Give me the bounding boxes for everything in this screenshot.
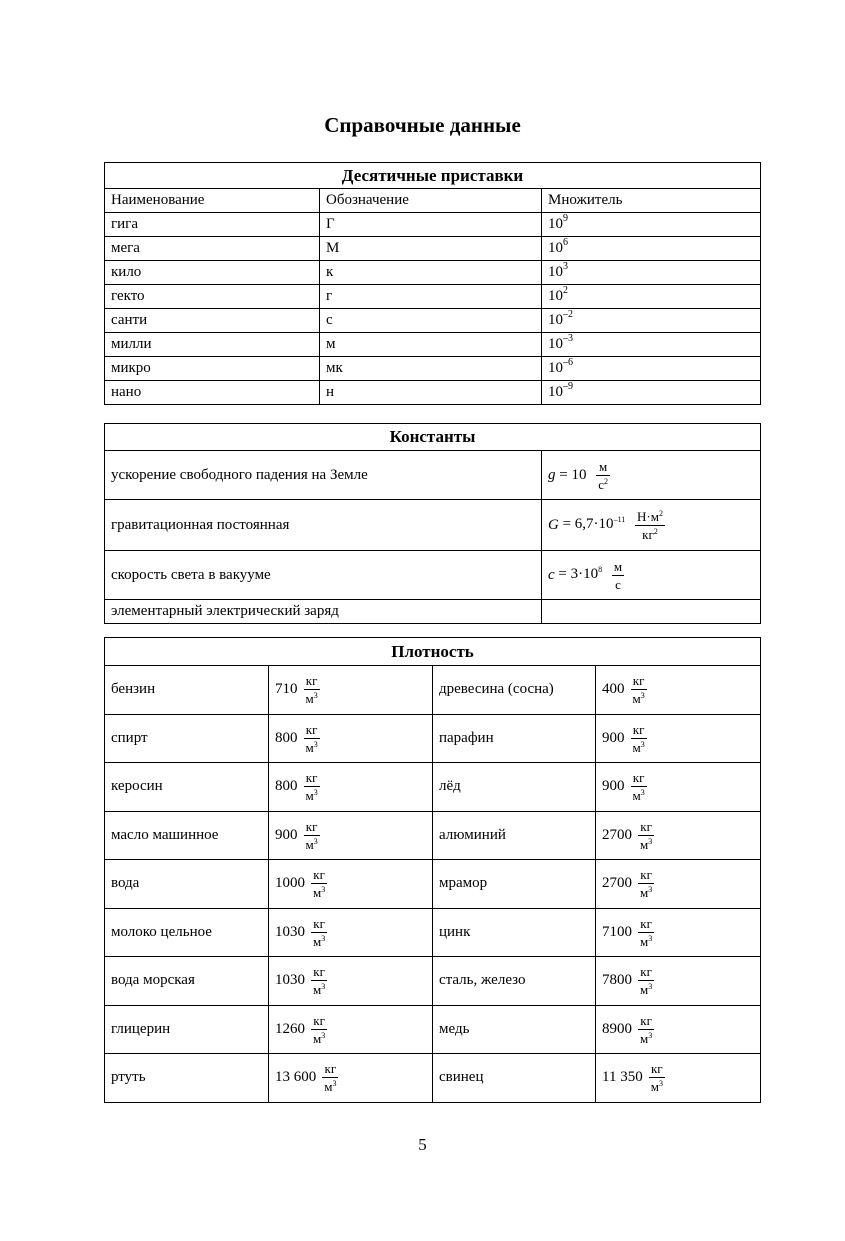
unit-denominator	[638, 981, 654, 996]
table-row	[105, 237, 761, 261]
density-number: 400	[602, 681, 625, 698]
unit-denominator	[638, 884, 654, 899]
multiplier-exponent: –2	[563, 309, 573, 320]
multiplier-base: 10	[548, 336, 563, 352]
prefix-multiplier	[542, 285, 761, 309]
unit-denominator-exp: 3	[321, 982, 326, 992]
unit-numerator: кг	[304, 820, 320, 836]
density-title: Плотность	[105, 638, 761, 666]
unit-numerator: кг	[304, 674, 320, 690]
unit-denominator-base: м	[632, 739, 641, 755]
multiplier-exponent: –6	[563, 357, 573, 368]
prefix-symbol: н	[320, 381, 542, 405]
multiplier-exponent: 9	[563, 213, 568, 224]
prefix-multiplier	[542, 357, 761, 381]
density-number: 13 600	[275, 1069, 317, 1086]
table-row	[105, 213, 761, 237]
density-number: 7100	[602, 923, 632, 940]
unit-numerator: кг	[649, 1062, 665, 1078]
unit-fraction	[304, 820, 320, 851]
unit-denominator-exp: 3	[640, 691, 645, 701]
table-row	[105, 261, 761, 285]
prefix-multiplier	[542, 309, 761, 333]
substance-name: керосин	[105, 763, 269, 812]
prefix-symbol: мк	[320, 357, 542, 381]
unit-denominator	[304, 836, 320, 851]
prefix-multiplier	[542, 261, 761, 285]
table-row	[105, 333, 761, 357]
unit-numerator: кг	[311, 1014, 327, 1030]
prefix-multiplier	[542, 237, 761, 261]
density-value	[596, 908, 761, 957]
unit-numerator: кг	[304, 723, 320, 739]
unit-numerator: кг	[638, 1014, 654, 1030]
density-number: 7800	[602, 972, 632, 989]
unit-numerator: кг	[311, 868, 327, 884]
multiplier-base: 10	[548, 264, 563, 280]
prefixes-title: Десятичные приставки	[105, 163, 761, 189]
unit-denominator-exp: 3	[321, 933, 326, 943]
constant-value	[542, 451, 761, 500]
substance-name: глицерин	[105, 1005, 269, 1054]
unit-numerator	[635, 510, 665, 526]
unit-numerator: кг	[322, 1062, 338, 1078]
prefix-name: гига	[105, 213, 320, 237]
constants-table	[104, 423, 761, 624]
substance-name: сталь, железо	[433, 957, 596, 1006]
unit-fraction	[638, 965, 654, 996]
unit-denominator-exp: 3	[648, 933, 653, 943]
prefix-multiplier	[542, 381, 761, 405]
density-value	[269, 957, 433, 1006]
prefix-name: санти	[105, 309, 320, 333]
constant-exponent: 8	[598, 565, 603, 575]
unit-denominator: с	[615, 576, 621, 592]
density-value	[596, 714, 761, 763]
multiplier-exponent: 2	[563, 285, 568, 296]
density-value	[269, 908, 433, 957]
unit-numerator: кг	[638, 917, 654, 933]
density-number: 8900	[602, 1020, 632, 1037]
density-number: 710	[275, 681, 298, 698]
constant-value	[542, 500, 761, 551]
unit-fraction	[311, 1014, 327, 1045]
table-row	[105, 551, 761, 600]
unit-denominator-base: м	[305, 691, 314, 707]
substance-name: бензин	[105, 666, 269, 715]
substance-name: ртуть	[105, 1054, 269, 1103]
density-number: 1030	[275, 972, 305, 989]
multiplier-exponent: 6	[563, 237, 568, 248]
unit-denominator	[631, 739, 647, 754]
density-number: 800	[275, 778, 298, 795]
multiplier-base: 10	[548, 384, 563, 400]
substance-name: мрамор	[433, 860, 596, 909]
density-value	[596, 957, 761, 1006]
density-value	[269, 1054, 433, 1103]
unit-denominator	[638, 1030, 654, 1045]
unit-denominator	[631, 690, 647, 705]
constant-symbol: c	[548, 566, 555, 583]
unit-numerator: кг	[631, 771, 647, 787]
constant-symbol: G	[548, 516, 559, 533]
table-row	[105, 309, 761, 333]
density-number: 800	[275, 729, 298, 746]
unit-numerator: м	[613, 558, 623, 574]
constant-number: = 10	[555, 466, 587, 483]
unit-numerator: кг	[311, 917, 327, 933]
constant-label: скорость света в вакууме	[105, 551, 542, 600]
prefixes-header-multiplier: Множитель	[542, 189, 761, 213]
prefixes-table	[104, 162, 761, 405]
unit-denominator-exp: 3	[658, 1079, 663, 1089]
substance-name: цинк	[433, 908, 596, 957]
unit-denominator	[304, 739, 320, 754]
multiplier-base: 10	[548, 288, 563, 304]
page-number: 5	[418, 1135, 427, 1154]
substance-name: парафин	[433, 714, 596, 763]
density-value	[596, 666, 761, 715]
unit-denominator-base: м	[313, 885, 322, 901]
density-number: 2700	[602, 826, 632, 843]
unit-denominator-base: с	[598, 476, 604, 492]
unit-denominator	[635, 526, 665, 541]
unit-denominator-base: м	[632, 691, 641, 707]
constant-number: = 3·10	[554, 566, 599, 583]
unit-fraction	[304, 771, 320, 802]
substance-name: алюминий	[433, 811, 596, 860]
substance-name: свинец	[433, 1054, 596, 1103]
density-number: 900	[275, 826, 298, 843]
multiplier-base: 10	[548, 360, 563, 376]
unit-denominator	[649, 1078, 665, 1093]
unit-denominator-exp: 3	[648, 885, 653, 895]
unit-denominator	[304, 787, 320, 802]
prefix-symbol: м	[320, 333, 542, 357]
prefix-symbol: с	[320, 309, 542, 333]
density-value	[269, 1005, 433, 1054]
constant-number: = 6,7·10	[558, 516, 614, 533]
unit-denominator-exp: 3	[313, 836, 318, 846]
table-row	[105, 811, 761, 860]
density-value	[596, 1005, 761, 1054]
unit-fraction	[638, 1014, 654, 1045]
substance-name: спирт	[105, 714, 269, 763]
density-number: 1030	[275, 923, 305, 940]
unit-fraction	[322, 1062, 338, 1093]
unit-denominator-base: м	[640, 836, 649, 852]
unit-denominator	[304, 690, 320, 705]
density-value	[269, 666, 433, 715]
unit-denominator-base: м	[305, 836, 314, 852]
prefix-name: мега	[105, 237, 320, 261]
unit-denominator-base: м	[640, 1030, 649, 1046]
table-row	[105, 908, 761, 957]
constant-exponent: –11	[613, 515, 626, 525]
unit-denominator-exp: 2	[604, 476, 608, 486]
density-number: 1000	[275, 875, 305, 892]
substance-name: масло машинное	[105, 811, 269, 860]
constants-title: Константы	[105, 424, 761, 451]
unit-denominator-base: м	[640, 982, 649, 998]
density-table	[104, 637, 761, 1103]
unit-denominator	[311, 981, 327, 996]
unit-numerator: м	[596, 460, 610, 476]
prefix-name: нано	[105, 381, 320, 405]
multiplier-exponent: 3	[563, 261, 568, 272]
unit-denominator-base: м	[313, 982, 322, 998]
unit-fraction	[304, 674, 320, 705]
prefix-symbol: М	[320, 237, 542, 261]
unit-fraction	[596, 460, 610, 491]
unit-fraction	[304, 723, 320, 754]
prefixes-header-name: Наименование	[105, 189, 320, 213]
density-value	[269, 763, 433, 812]
unit-denominator	[311, 933, 327, 948]
multiplier-base: 10	[548, 240, 563, 256]
prefix-multiplier	[542, 333, 761, 357]
unit-numerator: кг	[638, 820, 654, 836]
table-row	[105, 451, 761, 500]
density-value	[596, 811, 761, 860]
unit-numerator: кг	[311, 965, 327, 981]
density-number: 900	[602, 778, 625, 795]
constant-value	[542, 551, 761, 600]
table-row	[105, 381, 761, 405]
unit-denominator-exp: 3	[313, 739, 318, 749]
unit-numerator: кг	[631, 723, 647, 739]
unit-denominator	[631, 787, 647, 802]
constant-label: элементарный электрический заряд	[105, 600, 542, 624]
substance-name: вода морская	[105, 957, 269, 1006]
unit-denominator	[596, 476, 610, 491]
unit-denominator-exp: 3	[648, 1030, 653, 1040]
unit-denominator-base: м	[305, 739, 314, 755]
unit-denominator-base: м	[650, 1079, 659, 1095]
density-value	[596, 763, 761, 812]
unit-denominator-exp: 3	[640, 788, 645, 798]
table-row	[105, 860, 761, 909]
unit-denominator-exp: 3	[648, 982, 653, 992]
multiplier-exponent: –9	[563, 381, 573, 392]
substance-name: молоко цельное	[105, 908, 269, 957]
table-row	[105, 1054, 761, 1103]
prefix-name: кило	[105, 261, 320, 285]
unit-numerator: кг	[638, 868, 654, 884]
density-number: 2700	[602, 875, 632, 892]
prefix-symbol: к	[320, 261, 542, 285]
density-value	[596, 860, 761, 909]
unit-denominator	[638, 933, 654, 948]
table-row	[105, 666, 761, 715]
unit-denominator-base: м	[313, 933, 322, 949]
unit-fraction	[631, 771, 647, 802]
unit-numerator-base: Н·м	[637, 508, 659, 524]
table-row	[105, 763, 761, 812]
unit-numerator: кг	[631, 674, 647, 690]
unit-denominator	[311, 1030, 327, 1045]
prefix-multiplier	[542, 213, 761, 237]
page-title: Справочные данные	[324, 113, 521, 137]
multiplier-base: 10	[548, 312, 563, 328]
density-value	[269, 811, 433, 860]
prefix-name: микро	[105, 357, 320, 381]
unit-denominator-base: кг	[642, 526, 654, 542]
unit-denominator-exp: 3	[648, 836, 653, 846]
table-row	[105, 957, 761, 1006]
prefix-symbol: Г	[320, 213, 542, 237]
table-row	[105, 1005, 761, 1054]
substance-name: лёд	[433, 763, 596, 812]
table-row	[105, 600, 761, 624]
unit-denominator-exp: 3	[321, 1030, 326, 1040]
density-number: 900	[602, 729, 625, 746]
unit-fraction	[631, 723, 647, 754]
multiplier-exponent: –3	[563, 333, 573, 344]
unit-numerator: кг	[638, 965, 654, 981]
unit-denominator-base: м	[640, 885, 649, 901]
prefix-name: гекто	[105, 285, 320, 309]
prefixes-header-symbol: Обозначение	[320, 189, 542, 213]
unit-denominator-exp: 3	[640, 739, 645, 749]
density-value	[269, 714, 433, 763]
unit-denominator-base: м	[324, 1079, 333, 1095]
unit-denominator-exp: 3	[313, 788, 318, 798]
unit-fraction	[311, 917, 327, 948]
unit-denominator-base: м	[640, 933, 649, 949]
unit-fraction	[311, 965, 327, 996]
density-number: 1260	[275, 1020, 305, 1037]
unit-denominator-base: м	[632, 788, 641, 804]
unit-denominator	[638, 836, 654, 851]
unit-fraction	[638, 868, 654, 899]
unit-fraction	[638, 820, 654, 851]
unit-denominator-exp: 2	[653, 526, 658, 536]
multiplier-base: 10	[548, 216, 563, 232]
table-row	[105, 285, 761, 309]
unit-fraction	[311, 868, 327, 899]
unit-fraction	[649, 1062, 665, 1093]
unit-fraction	[635, 510, 665, 541]
prefix-name: милли	[105, 333, 320, 357]
constant-label: ускорение свободного падения на Земле	[105, 451, 542, 500]
unit-denominator	[311, 884, 327, 899]
unit-fraction	[631, 674, 647, 705]
density-value	[269, 860, 433, 909]
constant-value	[542, 600, 761, 624]
prefix-symbol: г	[320, 285, 542, 309]
unit-fraction	[638, 917, 654, 948]
table-row	[105, 714, 761, 763]
substance-name: вода	[105, 860, 269, 909]
table-row	[105, 500, 761, 551]
substance-name: медь	[433, 1005, 596, 1054]
density-value	[596, 1054, 761, 1103]
constant-label: гравитационная постоянная	[105, 500, 542, 551]
unit-denominator-exp: 3	[332, 1079, 337, 1089]
density-number: 11 350	[602, 1069, 643, 1086]
unit-numerator: кг	[304, 771, 320, 787]
unit-denominator-exp: 3	[313, 691, 318, 701]
unit-denominator-base: м	[305, 788, 314, 804]
unit-denominator-base: м	[313, 1030, 322, 1046]
table-row	[105, 357, 761, 381]
unit-denominator	[322, 1078, 338, 1093]
unit-numerator-exp: 2	[658, 508, 663, 518]
unit-fraction	[612, 560, 624, 591]
substance-name: древесина (сосна)	[433, 666, 596, 715]
constant-symbol: g	[548, 466, 556, 483]
unit-denominator-exp: 3	[321, 885, 326, 895]
